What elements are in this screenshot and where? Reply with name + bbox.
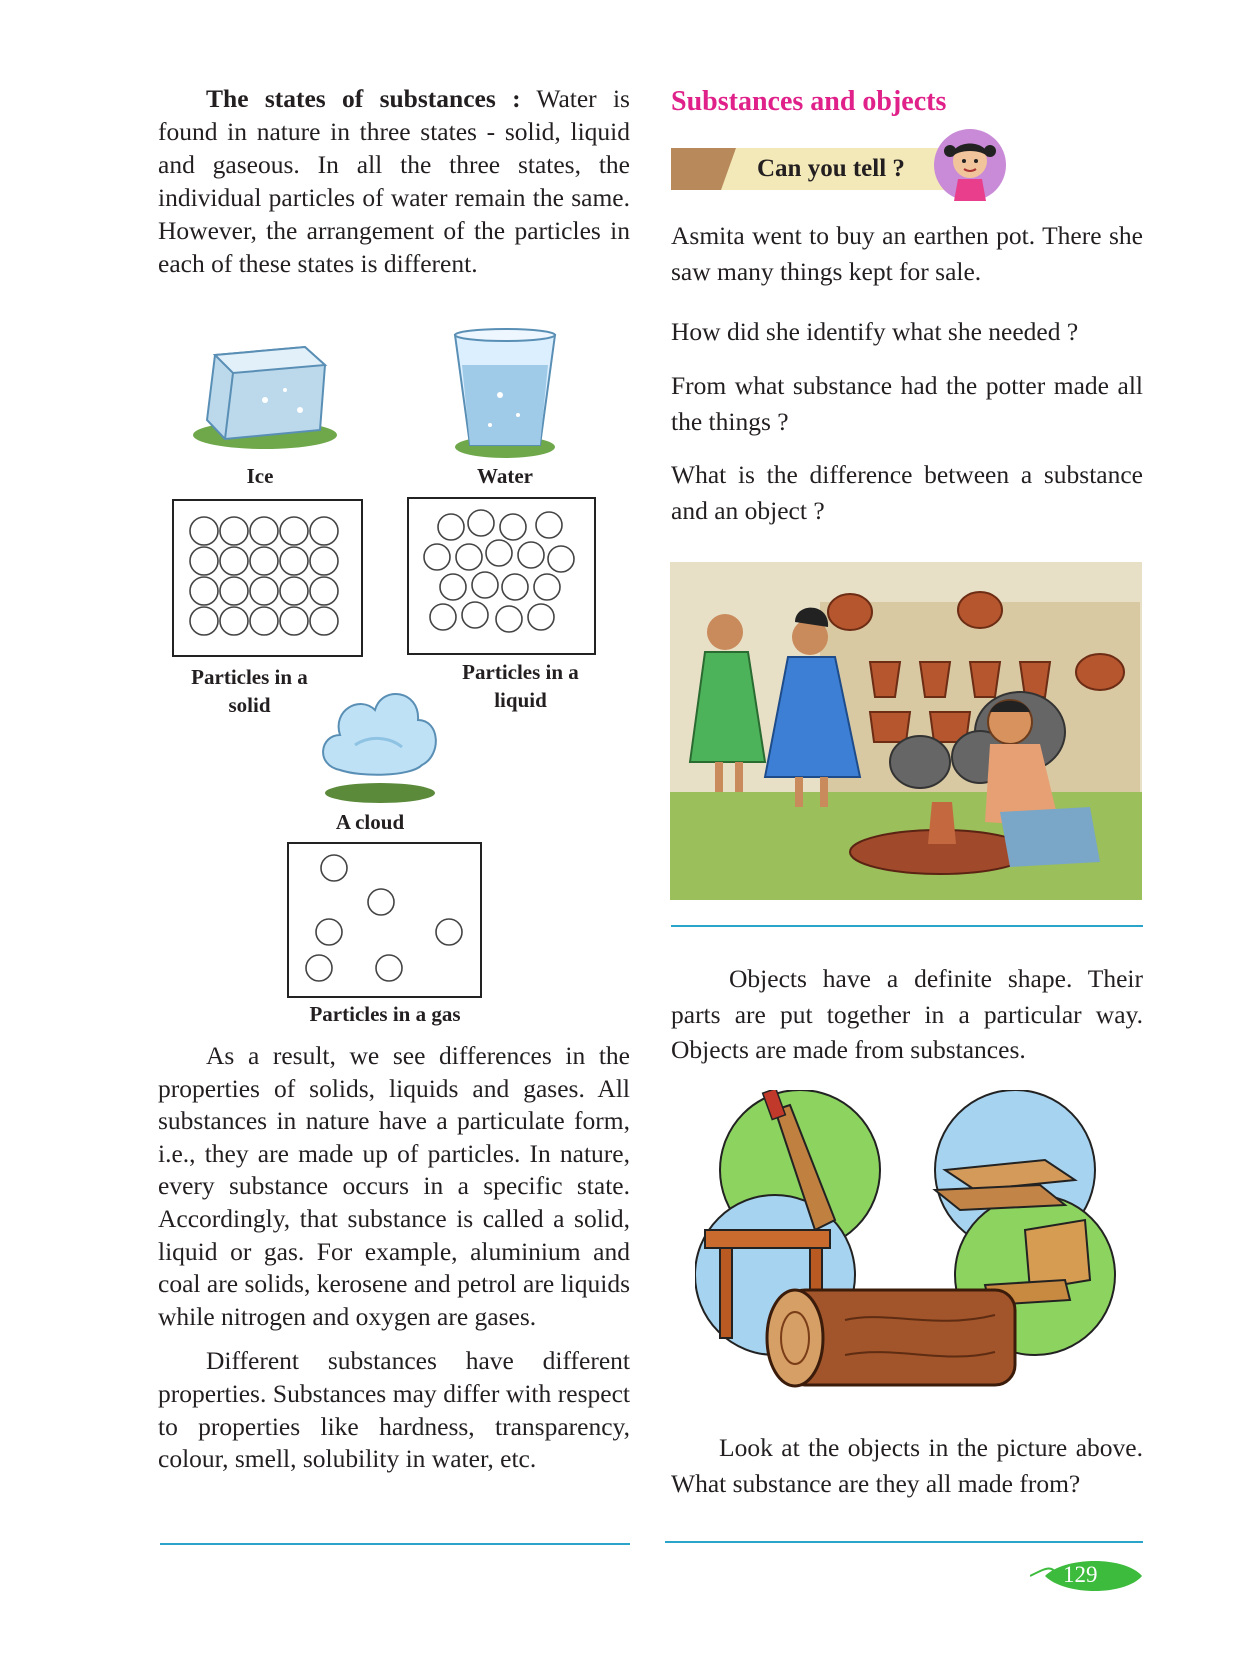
- look-paragraph: Look at the objects in the picture above. What substance are they all made from?: [671, 1433, 1143, 1498]
- liquid-particles-box: [407, 497, 596, 655]
- question-substance: From what substance had the potter made all the things ?: [671, 371, 1143, 436]
- wood-objects-illustration: [695, 1090, 1125, 1400]
- banner-text: Can you tell ?: [757, 155, 905, 182]
- left-column: [158, 82, 630, 280]
- left-bottom-rule: [160, 1543, 630, 1545]
- objects-paragraph: Objects have a definite shape. Their parts are put together in a particular way. Objects are made from substances.: [671, 964, 1143, 1064]
- solid-caption: Particles in a solid: [191, 665, 308, 717]
- gas-particles-diagram: [289, 844, 480, 996]
- left-lower-text: [158, 1040, 630, 1476]
- right-bottom-rule: [665, 1541, 1143, 1543]
- result-paragraph: As a result, we see differences in the properties of solids, liquids and gases. All substances in nature have a particulate form, i.e., they are made up of particles. In nature, every substance occurs in a specific state. Accordingly, that substance is called a solid, liquid or gas. For example, aluminium and coal are solids, kerosene and petrol are liquids while nitrogen and oxygen are gases.: [158, 1041, 630, 1331]
- solid-particles-diagram: [174, 501, 361, 655]
- liquid-particles-diagram: [409, 499, 594, 653]
- states-paragraph: The states of substances : Water is found in nature in three states - solid, liquid and gaseous. In all the three states, the individual particles of water remain the same. However, the arrangement of the particles in each of these states is different.: [158, 84, 630, 278]
- question-asmita: Asmita went to buy an earthen pot. There she saw many things kept for sale.: [671, 221, 1143, 286]
- solid-particles-box: [172, 499, 363, 657]
- potter-shop-illustration: [670, 562, 1142, 900]
- cloud-illustration: [310, 665, 450, 805]
- gas-particles-box: [287, 842, 482, 998]
- water-caption: Water: [477, 464, 533, 488]
- liquid-caption: Particles in a liquid: [462, 660, 579, 712]
- ice-caption: Ice: [246, 464, 274, 488]
- water-glass-illustration: [440, 325, 570, 460]
- section-title: Substances and objects: [671, 86, 947, 117]
- page-number: 129: [1063, 1562, 1098, 1587]
- ice-cube-illustration: [185, 335, 345, 455]
- properties-paragraph: Different substances have different properties. Substances may differ with respect to properties like hardness, transparency, colour, smell, solubility in water, etc.: [158, 1346, 630, 1474]
- cloud-caption: A cloud: [335, 810, 405, 834]
- right-middle-rule: [671, 925, 1143, 927]
- question-identify: How did she identify what she needed ?: [671, 317, 1079, 346]
- question-difference: What is the difference between a substance and an object ?: [671, 460, 1143, 525]
- states-heading: The states of substances :: [206, 84, 521, 113]
- gas-caption: Particles in a gas: [309, 1002, 461, 1026]
- girl-character-icon: [930, 127, 1015, 207]
